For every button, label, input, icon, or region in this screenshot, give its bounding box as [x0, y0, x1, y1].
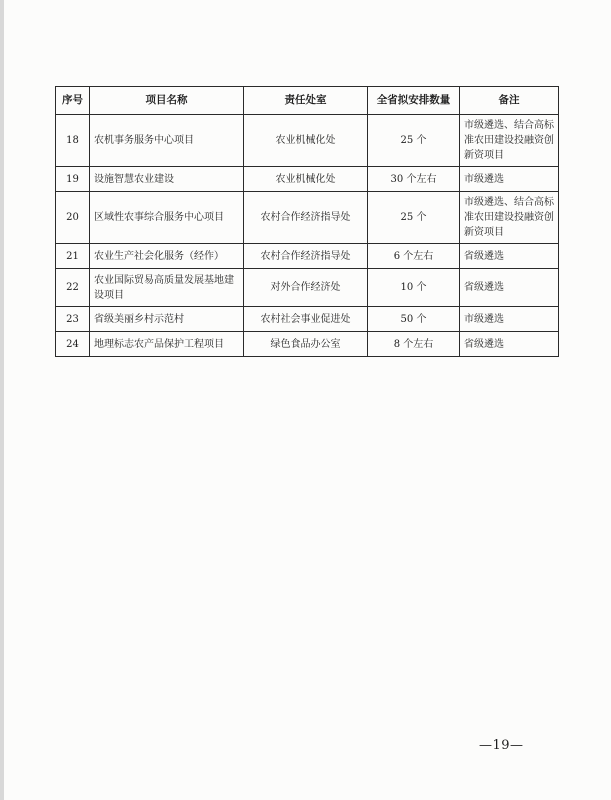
cell-remarks: 市级遴选、结合高标准农田建设投融资创新资项目: [460, 192, 559, 244]
cell-quantity: 10 个: [368, 269, 460, 307]
table-row: [56, 332, 559, 357]
cell-remarks: 市级遴选、结合高标准农田建设投融资创新资项目: [460, 115, 559, 167]
cell-no: 21: [56, 244, 90, 269]
cell-dept: 农业机械化处: [244, 167, 368, 192]
cell-remarks: 市级遴选: [460, 307, 559, 332]
cell-project-name: 农业国际贸易高质量发展基地建设项目: [90, 269, 244, 307]
cell-project-name: 设施智慧农业建设: [90, 167, 244, 192]
cell-quantity: 50 个: [368, 307, 460, 332]
table-row: [56, 167, 559, 192]
cell-no: 18: [56, 115, 90, 167]
cell-quantity: 25 个: [368, 192, 460, 244]
cell-dept: 农村合作经济指导处: [244, 244, 368, 269]
cell-project-name: 区域性农事综合服务中心项目: [90, 192, 244, 244]
table-row: [56, 269, 559, 307]
cell-project-name: 地理标志农产品保护工程项目: [90, 332, 244, 357]
header-responsible-dept: 责任处室: [244, 87, 368, 115]
cell-project-name: 省级美丽乡村示范村: [90, 307, 244, 332]
cell-project-name: 农机事务服务中心项目: [90, 115, 244, 167]
table-row: [56, 115, 559, 167]
page-number: —19—: [479, 738, 524, 753]
cell-no: 20: [56, 192, 90, 244]
cell-no: 19: [56, 167, 90, 192]
cell-remarks: 省级遴选: [460, 244, 559, 269]
scan-page-edge: [0, 0, 4, 800]
cell-quantity: 8 个左右: [368, 332, 460, 357]
cell-project-name: 农业生产社会化服务（经作）: [90, 244, 244, 269]
table-header-row: [56, 87, 559, 115]
cell-quantity: 30 个左右: [368, 167, 460, 192]
cell-no: 23: [56, 307, 90, 332]
cell-dept: 对外合作经济处: [244, 269, 368, 307]
cell-dept: 农业机械化处: [244, 115, 368, 167]
header-no: 序号: [56, 87, 90, 115]
cell-remarks: 市级遴选: [460, 167, 559, 192]
cell-no: 22: [56, 269, 90, 307]
header-quantity: 全省拟安排数量: [368, 87, 460, 115]
cell-dept: 农村合作经济指导处: [244, 192, 368, 244]
cell-quantity: 25 个: [368, 115, 460, 167]
cell-no: 24: [56, 332, 90, 357]
header-project-name: 项目名称: [90, 87, 244, 115]
cell-dept: 绿色食品办公室: [244, 332, 368, 357]
cell-quantity: 6 个左右: [368, 244, 460, 269]
cell-dept: 农村社会事业促进处: [244, 307, 368, 332]
table-row: [56, 244, 559, 269]
cell-remarks: 省级遴选: [460, 332, 559, 357]
table-row: [56, 307, 559, 332]
project-table: [55, 86, 559, 357]
table-row: [56, 192, 559, 244]
header-remarks: 备注: [460, 87, 559, 115]
cell-remarks: 省级遴选: [460, 269, 559, 307]
